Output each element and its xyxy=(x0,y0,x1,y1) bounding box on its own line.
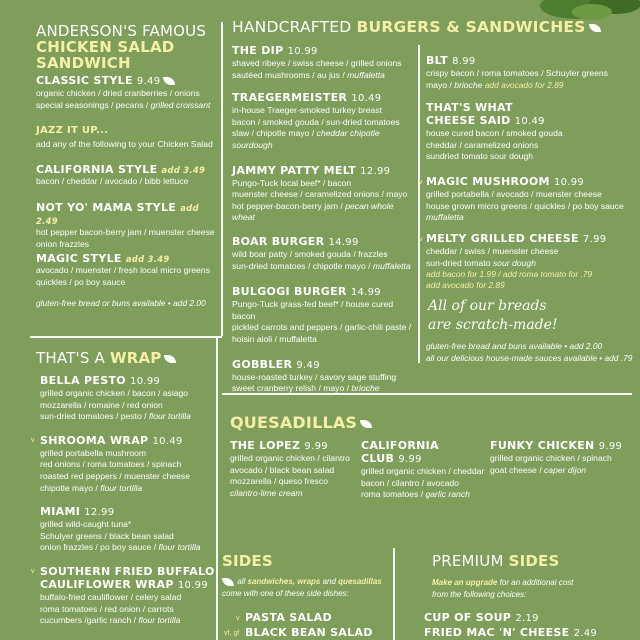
wrap-list xyxy=(31,374,216,638)
menu-item xyxy=(232,164,416,224)
vegetarian-marker: v xyxy=(419,179,423,186)
menu-item xyxy=(232,285,416,345)
item-desc: hoisin aioli / muffaletta xyxy=(232,333,317,344)
item-name: MIAMI xyxy=(40,505,81,519)
item-name-line xyxy=(361,439,489,452)
item-name: JAMMY PATTY MELT xyxy=(232,163,357,177)
leaf-icon xyxy=(589,24,601,32)
item-name-line xyxy=(40,434,216,448)
item-desc: pickled carrots and peppers / garlic-chili paste / xyxy=(232,322,412,333)
divider-left-vertical-2 xyxy=(216,336,218,640)
item-name-line xyxy=(232,44,416,58)
wrap-heading-a: THAT'S A xyxy=(36,349,110,367)
item-desc: onion frazzles / po boy sauce / xyxy=(40,542,159,553)
menu-item xyxy=(232,235,416,272)
item-name: THE DIP xyxy=(232,44,284,57)
item-desc: muenster cheese / caramelized onions / mayo xyxy=(232,189,408,200)
item-desc: sweet cranberry relish / mayo / xyxy=(232,383,352,394)
item-add-price: add avocado for 2.89 xyxy=(484,79,564,90)
item-name-line xyxy=(40,565,216,578)
jazz-sub: add any of the following to your Chicken Salad xyxy=(36,139,213,149)
item-desc: cheddar / swiss / muenster cheese xyxy=(426,246,559,256)
scratch-made-note-1: All of our breads xyxy=(428,298,547,314)
item-name: BULGOGI BURGER xyxy=(232,285,347,299)
item-desc: Schulyer greens / black bean salad xyxy=(40,530,174,541)
item-name: CUP OF SOUP xyxy=(424,611,512,624)
item-price: 14.99 xyxy=(328,236,359,248)
item-desc: grilled organic chicken / cilantro xyxy=(230,453,350,463)
item-desc: grilled organic chicken / cheddar xyxy=(361,466,485,476)
item-desc: sun-dried tomato xyxy=(426,257,493,268)
item-bread: pecan whole wheat xyxy=(232,200,394,223)
item-name: THAT'S WHAT xyxy=(426,101,513,114)
item-add-price: add bacon for 1.99 / add roma tomato for .79 xyxy=(426,269,593,280)
burgers-heading-a: HANDCRAFTED xyxy=(232,18,357,36)
vegetarian-marker: v xyxy=(419,236,423,243)
magic-style xyxy=(36,252,220,288)
item-desc: grilled organic chicken / spinach xyxy=(490,453,612,463)
item-desc-last xyxy=(232,128,416,151)
item-bread: grilled croissant xyxy=(150,99,211,110)
premium-intro-a: Make an upgrade xyxy=(432,578,498,587)
item-desc: Pungo-Tuck local beef* / bacon xyxy=(232,177,352,188)
item-name: THE LOPEZ xyxy=(230,439,301,452)
item-desc-last xyxy=(232,70,416,82)
not-yo-mama-style xyxy=(36,201,220,250)
item-desc: bacon / smoked gouda / sun-dried tomatoes xyxy=(232,116,400,127)
california-style xyxy=(36,163,220,188)
item-price: 9.99 xyxy=(598,441,623,452)
menu-item xyxy=(31,564,216,627)
item-desc: grilled portabella / avocado / muenster cheese xyxy=(426,189,602,199)
melty-grilled-cheese xyxy=(426,232,638,291)
item-desc: sundried tomato sour dough xyxy=(426,151,534,162)
item-desc: roma tomatoes / xyxy=(361,489,426,500)
item-name: BELLA PESTO xyxy=(40,374,126,387)
sides-intro-b: sandwiches, wraps xyxy=(247,577,321,586)
item-bread: flour tortilla xyxy=(148,411,191,422)
item-desc: house-roasted turkey / savory sage stuffing xyxy=(232,371,397,382)
item-desc: mayo / xyxy=(426,79,455,90)
item-name: NOT YO' MAMA STYLE xyxy=(36,201,177,214)
premium-heading-b: SIDES xyxy=(508,552,560,570)
item-name: FUNKY CHICKEN xyxy=(490,439,595,452)
item-name-line xyxy=(490,439,636,453)
item-price: 9.99 xyxy=(304,441,328,452)
premium-intro-b: for an additional cost xyxy=(497,578,574,587)
item-desc: roasted red peppers / muenster cheese xyxy=(40,470,191,481)
item-desc: sautéed mushrooms / au jus / xyxy=(232,69,348,80)
item-price: 12.99 xyxy=(360,165,391,177)
item-name-line xyxy=(40,374,216,388)
item-desc: sun-dried tomatoes / chipotle mayo / xyxy=(232,260,373,271)
item-price: 14.99 xyxy=(350,287,381,299)
menu-item xyxy=(40,374,216,423)
item-desc-last xyxy=(232,383,416,395)
item-price: 9.49 xyxy=(136,76,161,87)
item-name-line xyxy=(40,505,216,519)
vegetarian-marker: v xyxy=(31,567,35,575)
item-name: MAGIC STYLE xyxy=(36,252,122,265)
item-bread: muffaletta xyxy=(426,212,464,223)
quesadilla-california-club xyxy=(361,439,489,501)
item-name-line-2 xyxy=(40,578,216,592)
wrap-heading xyxy=(36,349,176,367)
leaf-icon xyxy=(222,578,234,586)
vegetarian-marker: vf, gf xyxy=(224,630,240,637)
item-bread: brioche xyxy=(351,383,380,394)
magic-mushroom xyxy=(426,175,636,224)
scratch-made-note-2: are scratch-made! xyxy=(428,317,558,333)
item-desc: quickles / po boy sauce xyxy=(36,276,126,287)
divider-burgers-vertical xyxy=(418,45,420,363)
leaf-icon xyxy=(164,355,176,363)
menu-item xyxy=(230,439,358,499)
jazz-it-up xyxy=(36,124,220,151)
leaf-icon xyxy=(163,77,175,85)
item-desc-last xyxy=(40,483,216,495)
premium-heading-a: PREMIUM xyxy=(432,552,509,570)
item-bread: cilantro-lime cream xyxy=(230,487,303,498)
item-bread: sour dough xyxy=(492,257,536,268)
thats-what-cheese-said xyxy=(426,101,636,163)
leaf-icon xyxy=(360,420,372,428)
item-add-price: add 3.49 xyxy=(125,254,170,264)
item-price: 12.99 xyxy=(84,507,115,519)
item-desc: bacon / cilantro / avocado xyxy=(361,477,459,488)
item-name-line xyxy=(232,91,416,105)
item-bread: flour tortilla xyxy=(158,542,201,553)
item-price: 10.99 xyxy=(177,579,208,591)
premium-cup-of-soup xyxy=(424,611,539,625)
item-price: 10.49 xyxy=(152,435,183,447)
item-bread: muffaletta xyxy=(347,69,385,80)
gluten-free-note: gluten-free bread or buns available • add 2.00 xyxy=(36,298,206,308)
item-bread: caper dijon xyxy=(544,464,587,475)
item-desc-last xyxy=(232,334,416,346)
item-name: BLT xyxy=(426,54,448,67)
burgers-heading-b: BURGERS & SANDWICHES xyxy=(356,18,586,36)
item-desc-last xyxy=(361,489,489,501)
premium-intro xyxy=(432,577,573,588)
menu-item xyxy=(361,439,489,501)
item-desc: avocado / black bean salad xyxy=(230,464,335,475)
item-desc: goat cheese / xyxy=(490,464,544,475)
quesadilla-the-lopez xyxy=(230,439,358,499)
vegetarian-marker: v xyxy=(31,436,35,444)
item-price: 10.99 xyxy=(130,376,161,387)
item-name-line xyxy=(232,285,416,299)
sides-intro-a: all xyxy=(235,577,248,586)
item-name-2: CAULIFLOWER WRAP xyxy=(40,577,174,591)
sides-intro-d: quesadillas xyxy=(338,577,382,586)
item-desc: cheddar / caramelized onions xyxy=(426,139,539,150)
menu-item xyxy=(490,439,636,476)
item-desc: mozzarella / queso fresco xyxy=(230,476,328,487)
item-desc: chipotle mayo / xyxy=(40,482,101,493)
item-bread: brioche xyxy=(454,79,483,90)
menu-item xyxy=(40,505,216,554)
item-desc: shaved ribeye / swiss cheese / grilled onions xyxy=(232,58,402,68)
item-price: 10.49 xyxy=(514,116,545,127)
side-black-bean-salad: BLACK BEAN SALAD xyxy=(245,626,373,639)
menu-item xyxy=(232,358,416,395)
item-desc: in-house Traeger-smoked turkey breast xyxy=(232,105,382,116)
item-desc: hot pepper-bacon-berry jam / xyxy=(232,200,346,211)
item-desc: house grown micro greens / quickles / po boy sauce xyxy=(426,200,624,211)
item-desc: Pungo-Tuck grass-fed beef* / house cured bacon xyxy=(232,299,394,321)
item-desc: avocado / muenster / fresh local micro greens xyxy=(36,265,210,275)
sauces-note: all our delicious house-made sauces available • add .79 xyxy=(426,353,633,363)
sides-intro-c: and xyxy=(320,577,339,586)
item-price: 8.99 xyxy=(452,56,476,67)
item-price: 10.99 xyxy=(287,46,318,57)
item-desc: mozzarella / romaine / red onion xyxy=(40,399,163,410)
item-desc: house cured bacon / smoked gouda xyxy=(426,128,563,138)
item-price: 10.49 xyxy=(351,93,382,105)
item-add-price: add 3.49 xyxy=(161,165,206,175)
item-desc-last xyxy=(40,411,216,423)
item-desc: sun-dried tomatoes / pesto / xyxy=(40,411,149,422)
item-desc: slaw / chipotle mayo / xyxy=(232,128,317,139)
menu-item xyxy=(31,433,216,494)
item-price: 2.19 xyxy=(515,613,539,624)
item-name-line-2 xyxy=(361,452,489,466)
item-price: 10.99 xyxy=(553,177,585,188)
item-name: TRAEGERMEISTER xyxy=(232,91,348,105)
premium-fried-mac xyxy=(424,626,597,640)
menu-item xyxy=(232,91,416,151)
item-name: BOAR BURGER xyxy=(232,234,325,248)
item-name: CALIFORNIA xyxy=(361,439,439,452)
menu-item xyxy=(232,44,416,81)
item-price: 9.49 xyxy=(296,359,320,371)
item-desc-last xyxy=(232,201,416,224)
gluten-free-buns-note: gluten-free bread and buns available • add 2.00 xyxy=(426,341,603,351)
item-price: 9.99 xyxy=(398,454,422,465)
item-bread: flour tortilla xyxy=(100,482,143,493)
vegetarian-marker: v xyxy=(236,615,240,622)
item-add-price: add avocado for 2.89 xyxy=(426,280,505,291)
item-name: CALIFORNIA STYLE xyxy=(36,163,158,176)
item-desc: bacon / cheddar / avocado / bibb lettuce xyxy=(36,176,189,186)
item-desc: roma tomatoes / red onion / carrots xyxy=(40,603,174,614)
classic-style xyxy=(36,74,220,111)
quesadillas-heading xyxy=(230,413,372,432)
jazz-title: JAZZ IT UP... xyxy=(36,125,109,136)
sides-intro-2: come with one of these side dishes: xyxy=(222,589,349,598)
chicken-heading-line3: SANDWICH xyxy=(36,54,131,72)
blt xyxy=(426,54,636,91)
item-desc: hot pepper bacon-berry jam / muenster cheese xyxy=(36,227,215,237)
item-desc: cucumbers /garlic ranch / xyxy=(40,615,139,626)
item-name: MAGIC MUSHROOM xyxy=(426,175,550,188)
item-desc: grilled organic chicken / bacon / asiago xyxy=(40,388,189,398)
item-bread: muffaletta xyxy=(372,260,411,271)
divider-left-vertical xyxy=(221,22,223,336)
item-desc-last xyxy=(40,542,216,554)
divider-left-wrap xyxy=(30,336,222,338)
item-desc: grilled portabella mushroom xyxy=(40,447,147,458)
item-desc: organic chicken / dried cranberries / onions xyxy=(36,88,200,98)
item-name: FRIED MAC 'N' CHEESE xyxy=(424,626,570,639)
side-pasta-salad: PASTA SALAD xyxy=(245,611,332,624)
item-desc: crispy bacon / roma tomatoes / Schuyler greens xyxy=(426,68,608,78)
item-add-price: add 2.49 xyxy=(36,203,199,226)
item-name-line xyxy=(232,235,416,249)
item-name: SOUTHERN FRIED BUFFALO xyxy=(40,564,215,578)
item-name: SHROOMA WRAP xyxy=(40,433,149,447)
quesadilla-funky-chicken xyxy=(490,439,636,476)
item-name: CLASSIC STYLE xyxy=(36,74,133,87)
sides-intro xyxy=(222,576,392,587)
item-price: 2.49 xyxy=(573,628,598,639)
wrap-heading-b: WRAP xyxy=(109,349,162,367)
item-name-line xyxy=(230,439,358,453)
item-bread: garlic ranch xyxy=(425,489,470,500)
item-desc: wild boar patty / smoked gouda / frazzles xyxy=(232,248,388,259)
premium-sides-heading xyxy=(432,552,560,570)
quesadillas-heading-text: QUESADILLAS xyxy=(230,413,358,432)
item-price: 7.99 xyxy=(582,234,607,245)
chicken-heading-line1: ANDERSON'S FAMOUS xyxy=(36,22,207,40)
burgers-heading xyxy=(232,18,601,36)
item-desc-last xyxy=(230,488,358,500)
item-name: GOBBLER xyxy=(232,357,293,371)
sides-heading: SIDES xyxy=(222,552,273,570)
item-bread: cheddar chipotle sourdough xyxy=(232,128,380,150)
item-name-line xyxy=(232,358,416,372)
item-name-2: CLUB xyxy=(361,452,395,465)
item-name-line xyxy=(232,164,416,178)
item-name: MELTY GRILLED CHEESE xyxy=(426,232,579,245)
item-desc-last xyxy=(490,465,636,477)
item-bread: flour tortilla xyxy=(138,615,181,626)
item-name-2: CHEESE SAID xyxy=(426,114,511,127)
item-desc: buffalo-fried cauliflower / celery salad xyxy=(40,591,182,602)
premium-intro-2: from the following choices: xyxy=(432,590,527,599)
divider-sides-vertical xyxy=(393,548,395,640)
item-desc-last xyxy=(232,261,416,273)
item-desc: red onions / roma tomatoes / spinach xyxy=(40,459,182,470)
chicken-heading-line2: CHICKEN SALAD xyxy=(36,38,175,56)
item-desc: onion frazzles xyxy=(36,238,90,249)
item-desc: grilled wild-caught tuna* xyxy=(40,519,132,530)
item-desc-last xyxy=(40,615,216,627)
burger-list-col1 xyxy=(232,44,416,395)
item-desc: special seasonings / pecans / xyxy=(36,99,151,110)
